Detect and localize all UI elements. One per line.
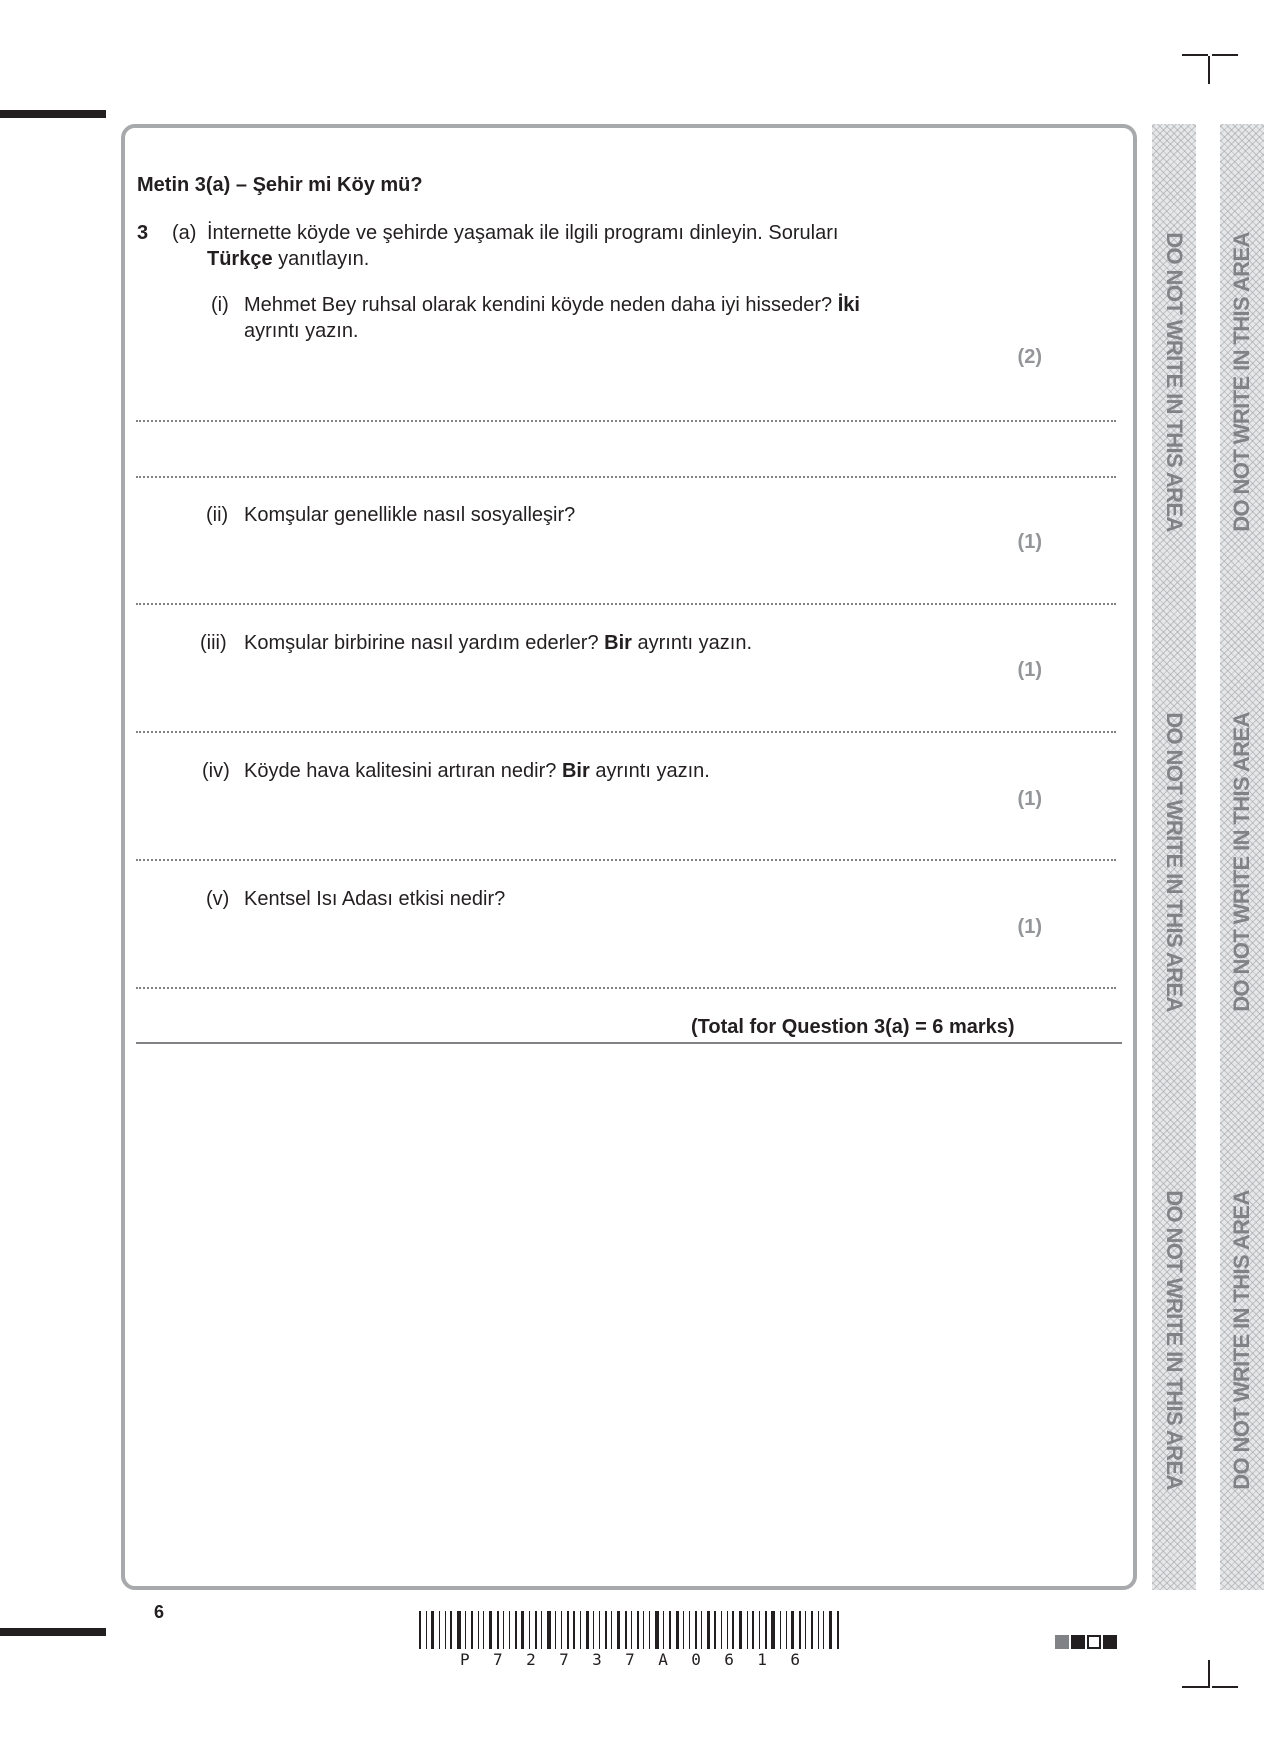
question-intro: İnternette köyde ve şehirde yaşamak ile ilgili programı dinleyin. Soruları (207, 222, 839, 244)
barcode-bar (471, 1611, 473, 1649)
item-marks: (1) (1017, 659, 1042, 681)
barcode-bar (617, 1611, 620, 1649)
answer-line[interactable] (136, 859, 1116, 861)
barcode-bar (663, 1611, 664, 1649)
barcode-bar (478, 1611, 479, 1649)
barcode-digit: 6 (790, 1650, 800, 1669)
item-number: (ii) (206, 504, 229, 526)
barcode-digits (460, 1650, 800, 1669)
item-text: Komşular genellikle nasıl sosyalleşir? (244, 504, 576, 526)
barcode-bar (765, 1611, 767, 1649)
barcode-digit: 7 (493, 1650, 503, 1669)
barcode-bar (829, 1611, 832, 1649)
barcode-bar (631, 1611, 632, 1649)
barcode-bar (625, 1611, 627, 1649)
barcode-bar (599, 1611, 600, 1649)
question-total: (Total for Question 3(a) = 6 marks) (691, 1016, 1015, 1038)
barcode-bar (771, 1611, 775, 1649)
barcode-bar (497, 1611, 499, 1649)
barcode-bar (593, 1611, 594, 1649)
barcode-bar (637, 1611, 639, 1649)
barcode-digit: A (658, 1650, 668, 1669)
corner-square (1087, 1635, 1101, 1649)
barcode-bar (676, 1611, 679, 1649)
barcode-bar (643, 1611, 644, 1649)
margin-warning: DO NOT WRITE IN THIS AREA (1162, 232, 1187, 532)
barcode-bar (701, 1611, 702, 1649)
item-marks: (1) (1017, 531, 1042, 553)
barcode-bar (509, 1611, 510, 1649)
barcode-bar (721, 1611, 722, 1649)
barcode-bar (837, 1611, 839, 1649)
barcode-bar (419, 1611, 421, 1649)
barcode-bar (727, 1611, 728, 1649)
barcode-bar (791, 1611, 794, 1649)
barcode-bar (465, 1611, 466, 1649)
crop-mark (1212, 1686, 1238, 1688)
barcode-digit: 7 (625, 1650, 635, 1669)
answer-line[interactable] (136, 476, 1116, 478)
answer-line[interactable] (136, 603, 1116, 605)
barcode-bar (747, 1611, 748, 1649)
barcode-bar (752, 1611, 754, 1649)
barcode-bar (786, 1611, 787, 1649)
margin-bar-bottom (0, 1628, 106, 1636)
barcode-bar (818, 1611, 819, 1649)
crop-mark (1208, 56, 1210, 84)
answer-line[interactable] (136, 987, 1116, 989)
item-marks: (2) (1017, 346, 1042, 368)
answer-line[interactable] (136, 731, 1116, 733)
item-marks: (1) (1017, 788, 1042, 810)
barcode-bar (714, 1611, 716, 1649)
margin-warning: DO NOT WRITE IN THIS AREA (1162, 712, 1187, 1012)
barcode-digit: 7 (559, 1650, 569, 1669)
item-text: Köyde hava kalitesini artıran nedir? Bir ayrıntı yazın. (244, 760, 710, 782)
barcode-digit: 1 (757, 1650, 767, 1669)
barcode-bar (780, 1611, 781, 1649)
barcode-bar (689, 1611, 690, 1649)
corner-square (1055, 1635, 1069, 1649)
barcode-bar (649, 1611, 650, 1649)
barcode-bar (567, 1611, 569, 1649)
barcode-bar (611, 1611, 612, 1649)
crop-mark (1212, 54, 1238, 56)
item-text: Mehmet Bey ruhsal olarak kendini köyde neden daha iyi hisseder? İki (244, 294, 860, 316)
barcode-bar (515, 1611, 517, 1649)
barcode-bar (799, 1611, 801, 1649)
page-number: 6 (154, 1602, 165, 1622)
barcode-bar (561, 1611, 562, 1649)
barcode-bar (521, 1611, 524, 1649)
barcode (419, 1611, 839, 1649)
barcode-bar (541, 1611, 542, 1649)
barcode-bar (489, 1611, 492, 1649)
barcode-bar (573, 1611, 575, 1649)
barcode-bar (732, 1611, 734, 1649)
barcode-bar (655, 1611, 659, 1649)
barcode-bar (683, 1611, 684, 1649)
barcode-bar (605, 1611, 607, 1649)
barcode-bar (439, 1611, 440, 1649)
item-number: (iv) (202, 760, 230, 782)
barcode-bar (811, 1611, 813, 1649)
barcode-bar (445, 1611, 446, 1649)
item-marks: (1) (1017, 916, 1042, 938)
barcode-bar (823, 1611, 824, 1649)
item-text: Kentsel Isı Adası etkisi nedir? (244, 888, 506, 910)
barcode-bar (580, 1611, 581, 1649)
barcode-bar (547, 1611, 551, 1649)
margin-bar-top (0, 110, 106, 118)
section-title: Metin 3(a) – Şehir mi Köy mü? (137, 174, 423, 196)
barcode-bar (426, 1611, 427, 1649)
barcode-digit: 0 (691, 1650, 701, 1669)
item-text: Komşular birbirine nasıl yardım ederler? Bir ayrıntı yazın. (244, 632, 753, 654)
barcode-digit: 6 (724, 1650, 734, 1669)
barcode-bar (450, 1611, 452, 1649)
barcode-bar (503, 1611, 504, 1649)
barcode-digit: 3 (592, 1650, 602, 1669)
total-rule (136, 1042, 1122, 1044)
barcode-bar (529, 1611, 530, 1649)
margin-warning: DO NOT WRITE IN THIS AREA (1229, 1190, 1254, 1490)
barcode-bar (483, 1611, 484, 1649)
question-number: 3 (137, 222, 149, 244)
item-number: (v) (206, 888, 230, 910)
barcode-bar (431, 1611, 434, 1649)
barcode-bar (695, 1611, 697, 1649)
question-intro-line2: Türkçe yanıtlayın. (207, 248, 370, 270)
barcode-bar (555, 1611, 556, 1649)
corner-square (1071, 1635, 1085, 1649)
crop-mark (1208, 1660, 1210, 1688)
barcode-bar (805, 1611, 806, 1649)
barcode-bar (669, 1611, 671, 1649)
question-part: (a) (172, 222, 197, 244)
barcode-bar (457, 1611, 461, 1649)
item-number: (i) (211, 294, 229, 316)
barcode-bar (759, 1611, 760, 1649)
item-text-line2: ayrıntı yazın. (244, 320, 359, 342)
barcode-digit: 2 (526, 1650, 536, 1669)
crop-mark (1182, 54, 1208, 56)
margin-warning: DO NOT WRITE IN THIS AREA (1229, 712, 1254, 1012)
item-number: (iii) (200, 632, 227, 654)
crop-mark (1182, 1686, 1208, 1688)
barcode-digit: P (460, 1650, 470, 1669)
margin-warning: DO NOT WRITE IN THIS AREA (1229, 232, 1254, 532)
barcode-bar (707, 1611, 710, 1649)
margin-warning: DO NOT WRITE IN THIS AREA (1162, 1190, 1187, 1490)
answer-line[interactable] (136, 420, 1116, 422)
barcode-bar (586, 1611, 589, 1649)
barcode-bar (739, 1611, 742, 1649)
corner-square (1103, 1635, 1117, 1649)
barcode-bar (535, 1611, 537, 1649)
